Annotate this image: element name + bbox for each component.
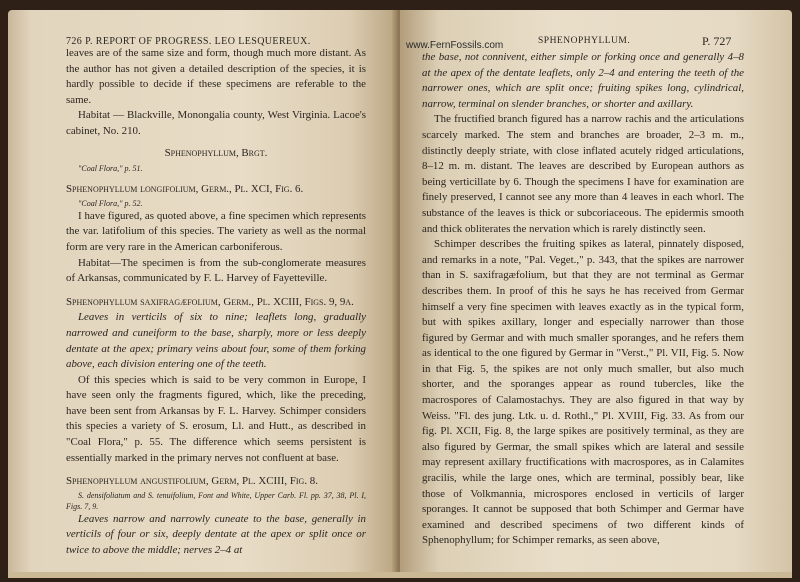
paragraph: Habitat — Blackville, Monongalia county, West Virginia. Lacoe's cabinet, No. 210. xyxy=(66,109,366,137)
paragraph: Of this species which is said to be very common in Europe, I have seen only the fragments figured, which, like the preceding, have been sent from Arkansas by F. L. Harvey. Schimper considers this species a variety of S. erosum, Ll. and Hutt., as described in "Coal Flora," p. 55. The difference which seems persistent is essentially marked in the primary nerves not confluent at base. xyxy=(66,373,366,464)
species-heading: Sphenophyllum saxifragæfolium, Germ., Pl. XCIII, Figs. 9, 9a. xyxy=(66,295,354,308)
page-edge xyxy=(8,572,792,578)
paragraph: Habitat—The specimen is from the sub-conglomerate measures of Arkansas, communicated by F. L. Harvey of Fayetteville. xyxy=(66,256,366,285)
paragraph: Leaves narrow and narrowly cuneate to the base, generally in verticils of four or six, deeply dentate at the apex or split once or twice to above the middle; nerves 2–4 at xyxy=(66,512,366,557)
genus-heading: Sphenophyllum, Brgt. xyxy=(164,146,268,159)
paragraph: I have figured, as quoted above, a fine specimen which represents the var. latifolium of this species. The variety as well as the normal form are very rare in the American carboniferous. xyxy=(66,209,366,253)
right-page xyxy=(400,10,792,576)
watermark-text: www.FernFossils.com xyxy=(406,40,504,51)
paragraph: Schimper describes the fruiting spikes as lateral, pinnately disposed, and remarks in a note, "Pal. Veget.," p. 343, that the spikes are narrower than in S. saxifragæfolium, but that they are not terminal as Germar describes them. In proof of this he says he has received from Germar himself a very fine specimen with leaves exactly as in the typical form, but with spikes axillary, longer and especially narrower than those figured by Germar and with much smaller sporanges, and he refers them as identical to the one figured by Germar in "Verst.," Pl. VII, Fig. 5. Now in that Fig. 5, the spikes are not only much smaller, but also much shorter, and the sporanges appear as round tubercles, like the macrospores of Calamostachys. They are also figured in that way by Weiss. "Fl. des jung. Ltk. u. d. Rothl.," Pl. XVIII, Fig. 33. As from our fig. Pl. XCII, Fig. 8, the large spikes are positively terminal, as they are also figured by Germar, the small spikes which are lateral and sessile may represent axillary fructifications with macrospores, as in Calamites gracilis, while the large ones, which are terminal, possibly bear, like those of Volkmannia, microspores enclosed in verticils of larger sporanges. It cannot be supposed that both Schimper and Germar have examined and described specimens of two different kinds of Sphenophyllum; for Schimper remarks, as seen above, xyxy=(422,238,744,547)
paragraph: leaves are of the same size and form, though much more distant. As the author has not given a detailed description of the species, it is hardly possible to decide if these specimens are referable to the same. xyxy=(66,47,366,106)
citation: S. densifoliatum and S. tenuifolium, Font and White, Upper Carb. Fl. pp. 37, 38, Pl. I, Figs. 7, 9. xyxy=(66,490,366,511)
citation: "Coal Flora," p. 51. xyxy=(78,164,143,174)
paragraph: Leaves in verticils of six to nine; leaflets long, gradually narrowed and cuneiform to the base, sharply, more or less deeply dentate at the apex; primary veins about four, some of them forking above, each division entering one of the teeth. xyxy=(66,311,366,371)
species-heading: Sphenophyllum longifolium, Germ., Pl. XCI, Fig. 6. xyxy=(66,183,304,196)
species-heading: Sphenophyllum angustifolium, Germ, Pl. XCIII, Fig. 8. xyxy=(66,475,318,488)
left-page-header: 726 P. REPORT OF PROGRESS. LEO LESQUEREUX. xyxy=(66,36,311,47)
paragraph: The fructified branch figured has a narrow rachis and the articulations scarcely marked. The stem and branches are broader, 2–3 m. m., distinctly deeply striate, with close inflated acutely ridged articulations, 8–12 m. m. distant. The leaves are described by European authors as being verticillate by 6. Though the specimens I have for examination are finely preserved, I cannot see any more than 4 leaves in each whorl. The substance of the leaves is thick or subcoriaceous. The epidermis smooth and thick obliterates the nervation which is rarely distinctly seen. xyxy=(422,113,744,235)
left-page-text xyxy=(66,46,366,559)
right-page-number: P. 727 xyxy=(702,34,732,48)
paragraph: the base, not connivent, either simple or forking once and generally 4–8 at the apex of the dentate leaflets, only 2–4 and entering the teeth of the narrower ones, which are split once; fruiting spikes long, cylindrical, narrow, terminal on slender branches, or shorter and axillary. xyxy=(422,51,744,110)
citation: "Coal Flora," p. 52. xyxy=(78,198,143,208)
right-page-text xyxy=(422,50,744,549)
left-page xyxy=(8,10,396,576)
right-page-header-title: SPHENOPHYLLUM. xyxy=(538,36,631,46)
